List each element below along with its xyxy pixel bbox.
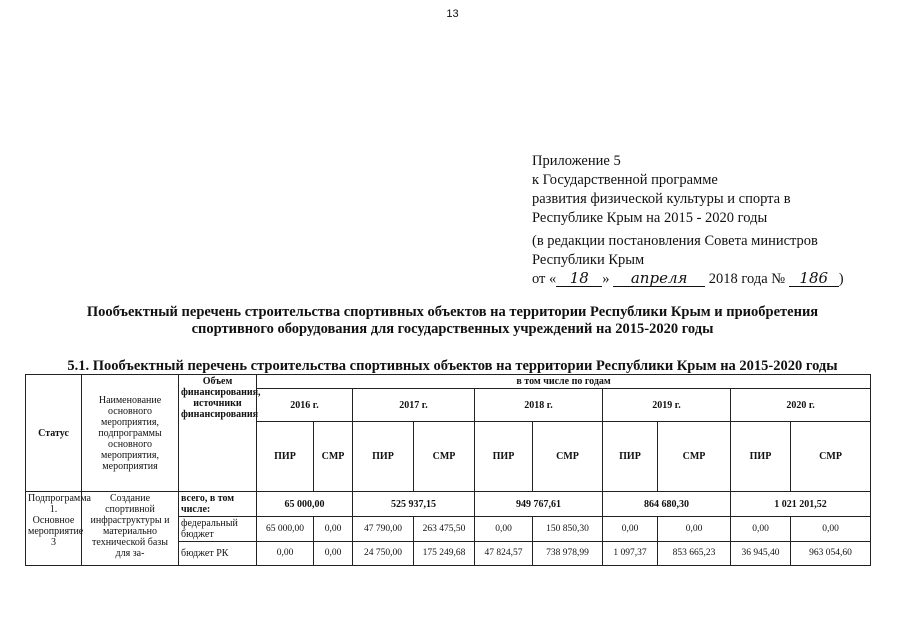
value-cell: 0,00 bbox=[603, 517, 658, 542]
value-cell: 0,00 bbox=[658, 517, 731, 542]
value-cell: 1 097,37 bbox=[603, 542, 658, 566]
header-smr: СМР bbox=[533, 422, 603, 492]
header-smr: СМР bbox=[791, 422, 871, 492]
total-cell: 1 021 201,52 bbox=[731, 492, 871, 517]
appendix-line: (в редакции постановления Совета министров bbox=[532, 233, 818, 249]
handwritten-month: апреля bbox=[613, 271, 705, 287]
table-row bbox=[26, 492, 871, 517]
total-cell: 864 680,30 bbox=[603, 492, 731, 517]
status-cell: Подпрограмма 1. Основное мероприятие 3 bbox=[26, 492, 82, 566]
header-status: Статус bbox=[26, 375, 82, 492]
value-cell: 853 665,23 bbox=[658, 542, 731, 566]
value-cell: 0,00 bbox=[257, 542, 314, 566]
header-pir: ПИР bbox=[257, 422, 314, 492]
page-number: 13 bbox=[446, 8, 459, 20]
total-cell: 65 000,00 bbox=[257, 492, 353, 517]
header-pir: ПИР bbox=[603, 422, 658, 492]
appendix-line: Республике Крым на 2015 - 2020 годы bbox=[532, 210, 768, 226]
value-cell: 0,00 bbox=[475, 517, 533, 542]
value-cell: 47 790,00 bbox=[353, 517, 414, 542]
source-cell: бюджет РК bbox=[179, 542, 257, 566]
document-title bbox=[40, 304, 865, 338]
appendix-block bbox=[532, 152, 872, 289]
header-year-2016: 2016 г. bbox=[257, 389, 353, 422]
header-smr: СМР bbox=[658, 422, 731, 492]
header-pir: ПИР bbox=[475, 422, 533, 492]
value-cell: 738 978,99 bbox=[533, 542, 603, 566]
section-subtitle: 5.1. Пообъектный перечень строительства спортивных объектов на территории Республики Крым на 2015-2020 годы bbox=[67, 358, 838, 374]
appendix-line: развития физической культуры и спорта в bbox=[532, 191, 791, 207]
appendix-line: Приложение 5 bbox=[532, 153, 621, 169]
value-cell: 0,00 bbox=[731, 517, 791, 542]
value-cell: 0,00 bbox=[314, 517, 353, 542]
header-year-2017: 2017 г. bbox=[353, 389, 475, 422]
header-pir: ПИР bbox=[353, 422, 414, 492]
value-cell: 263 475,50 bbox=[414, 517, 475, 542]
total-cell: 525 937,15 bbox=[353, 492, 475, 517]
name-cell: Создание спортивной инфраструктуры и материально технической базы для за- bbox=[82, 492, 179, 566]
header-year-2018: 2018 г. bbox=[475, 389, 603, 422]
appendix-line: к Государственной программе bbox=[532, 172, 718, 188]
total-cell: 949 767,61 bbox=[475, 492, 603, 517]
title-line: Пообъектный перечень строительства спортивных объектов на территории Республики Крым и приобретения bbox=[86, 304, 819, 320]
appendix-date-line bbox=[532, 270, 872, 289]
header-smr: СМР bbox=[414, 422, 475, 492]
value-cell: 150 850,30 bbox=[533, 517, 603, 542]
date-prefix: от « bbox=[532, 271, 557, 287]
source-cell: всего, в том числе: bbox=[179, 492, 257, 517]
value-cell: 963 054,60 bbox=[791, 542, 871, 566]
header-smr: СМР bbox=[314, 422, 353, 492]
handwritten-number: 186 bbox=[789, 271, 839, 287]
value-cell: 24 750,00 bbox=[353, 542, 414, 566]
value-cell: 65 000,00 bbox=[257, 517, 314, 542]
handwritten-day: 18 bbox=[556, 271, 602, 287]
header-years-group: в том числе по годам bbox=[257, 375, 871, 389]
financing-table bbox=[25, 374, 871, 566]
value-cell: 0,00 bbox=[314, 542, 353, 566]
header-year-2019: 2019 г. bbox=[603, 389, 731, 422]
year-text: 2018 года № bbox=[708, 271, 786, 287]
value-cell: 175 249,68 bbox=[414, 542, 475, 566]
header-volume: Объем финансирования, источники финансирования bbox=[179, 375, 257, 492]
value-cell: 36 945,40 bbox=[731, 542, 791, 566]
source-cell: федеральный бюджет bbox=[179, 517, 257, 542]
header-year-2020: 2020 г. bbox=[731, 389, 871, 422]
date-mid: » bbox=[602, 271, 610, 287]
header-pir: ПИР bbox=[731, 422, 791, 492]
appendix-line: Республики Крым bbox=[532, 252, 645, 268]
date-close: ) bbox=[838, 271, 844, 287]
header-name: Наименование основного мероприятия, подпрограммы основного мероприятия, мероприятия bbox=[82, 375, 179, 492]
title-line: спортивного оборудования для государственных учреждений на 2015-2020 годы bbox=[191, 321, 714, 337]
value-cell: 47 824,57 bbox=[475, 542, 533, 566]
value-cell: 0,00 bbox=[791, 517, 871, 542]
